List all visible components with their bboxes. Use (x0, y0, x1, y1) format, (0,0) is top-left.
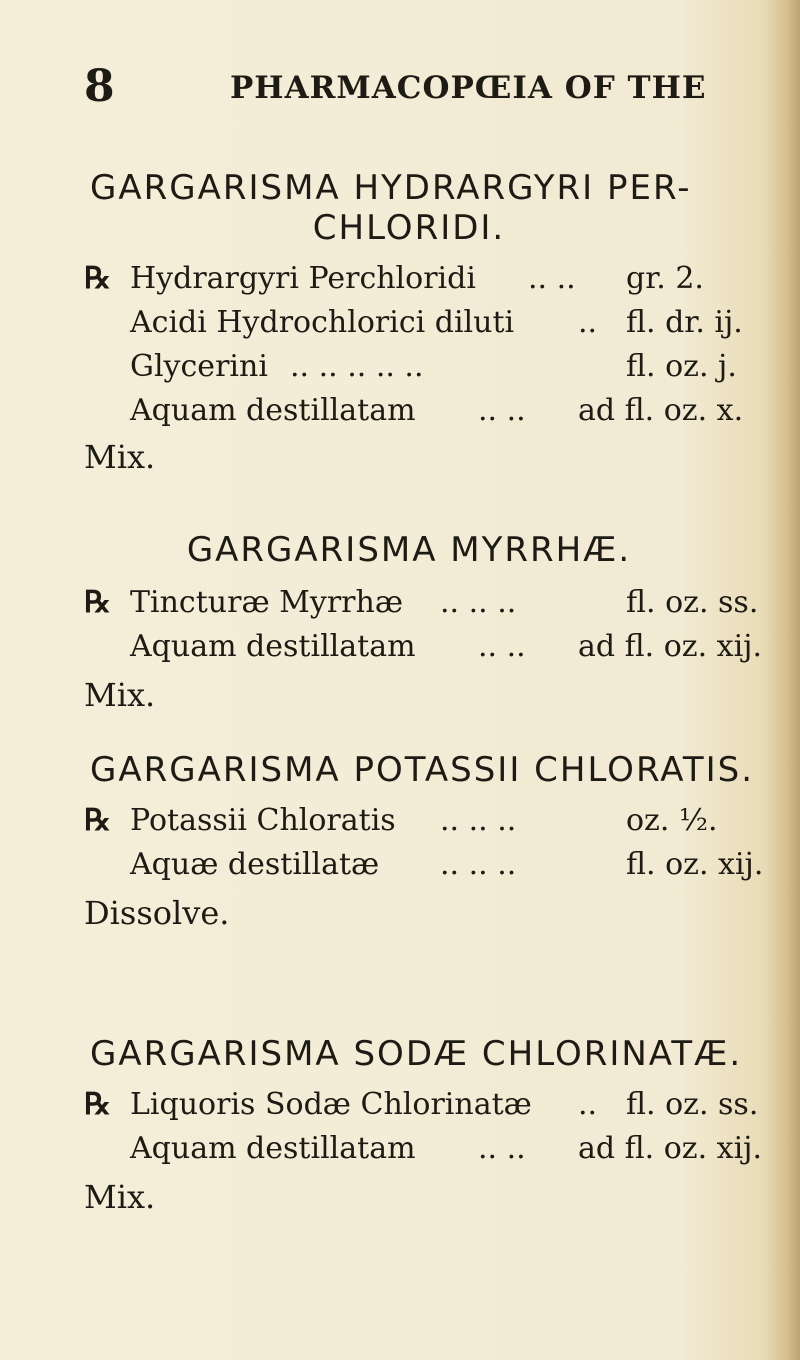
leader-dots: .. .. (478, 393, 526, 428)
page-number: 8 (84, 61, 115, 112)
ingredient-quantity: fl. dr. ij. (626, 305, 743, 340)
ingredient-name: Potassii Chloratis (130, 803, 396, 838)
leader-dots: .. .. .. (440, 585, 517, 620)
ingredient-name: Hydrargyri Perchloridi (130, 261, 476, 296)
ingredient-name: Aquam destillatam (130, 1131, 416, 1166)
ingredient-row (0, 844, 800, 886)
formula-heading-continued: CHLORIDI. (312, 208, 506, 248)
ingredient-quantity: fl. oz. j. (626, 349, 737, 384)
ingredient-quantity: ad fl. oz. xij. (578, 1131, 762, 1166)
formula-direction: Mix. (84, 676, 156, 714)
formula-heading: GARGARISMA POTASSII CHLORATIS. (90, 750, 754, 790)
ingredient-quantity: fl. oz. ss. (626, 1087, 759, 1122)
formula-direction: Mix. (84, 1178, 156, 1216)
ingredient-quantity: ad fl. oz. xij. (578, 629, 762, 664)
leader-dots: .. .. .. (440, 847, 517, 882)
rx-symbol: ℞ (84, 803, 111, 838)
ingredient-quantity: ad fl. oz. x. (578, 393, 744, 428)
ingredient-name: Aquam destillatam (130, 629, 416, 664)
leader-dots: .. (578, 1087, 598, 1122)
ingredient-row (0, 390, 800, 432)
ingredient-name: Glycerini (130, 349, 268, 384)
formula-heading: GARGARISMA SODÆ CHLORINATÆ. (90, 1034, 743, 1074)
formula-direction: Dissolve. (84, 894, 230, 932)
ingredient-quantity: oz. ½. (626, 803, 718, 838)
leader-dots: .. .. .. (440, 803, 517, 838)
rx-symbol: ℞ (84, 585, 111, 620)
ingredient-name: Aquam destillatam (130, 393, 416, 428)
ingredient-row (0, 626, 800, 668)
formula-heading: GARGARISMA MYRRHÆ. (186, 530, 632, 570)
ingredient-name: Acidi Hydrochlorici diluti (130, 305, 515, 340)
leader-dots: .. .. (478, 1131, 526, 1166)
rx-symbol: ℞ (84, 1087, 111, 1122)
ingredient-quantity: fl. oz. ss. (626, 585, 759, 620)
ingredient-row (0, 302, 800, 344)
ingredient-row (0, 1084, 800, 1126)
ingredient-row (0, 346, 800, 388)
ingredient-name: Liquoris Sodæ Chlorinatæ (130, 1087, 532, 1122)
ingredient-name: Aquæ destillatæ (130, 847, 380, 882)
formula-heading: GARGARISMA HYDRARGYRI PER- (90, 168, 692, 208)
ingredient-row (0, 582, 800, 624)
formula-direction: Mix. (84, 438, 156, 476)
ingredient-row (0, 258, 800, 300)
leader-dots: .. .. .. .. .. (290, 349, 424, 384)
ingredient-row (0, 1128, 800, 1170)
ingredient-quantity: gr. 2. (626, 261, 704, 296)
leader-dots: .. (578, 305, 598, 340)
leader-dots: .. .. (528, 261, 576, 296)
running-head (84, 62, 740, 112)
ingredient-row (0, 800, 800, 842)
running-title: PHARMACOPŒIA OF THE (230, 70, 707, 106)
rx-symbol: ℞ (84, 261, 111, 296)
ingredient-name: Tincturæ Myrrhæ (130, 585, 404, 620)
ingredient-quantity: fl. oz. xij. (626, 847, 764, 882)
leader-dots: .. .. (478, 629, 526, 664)
